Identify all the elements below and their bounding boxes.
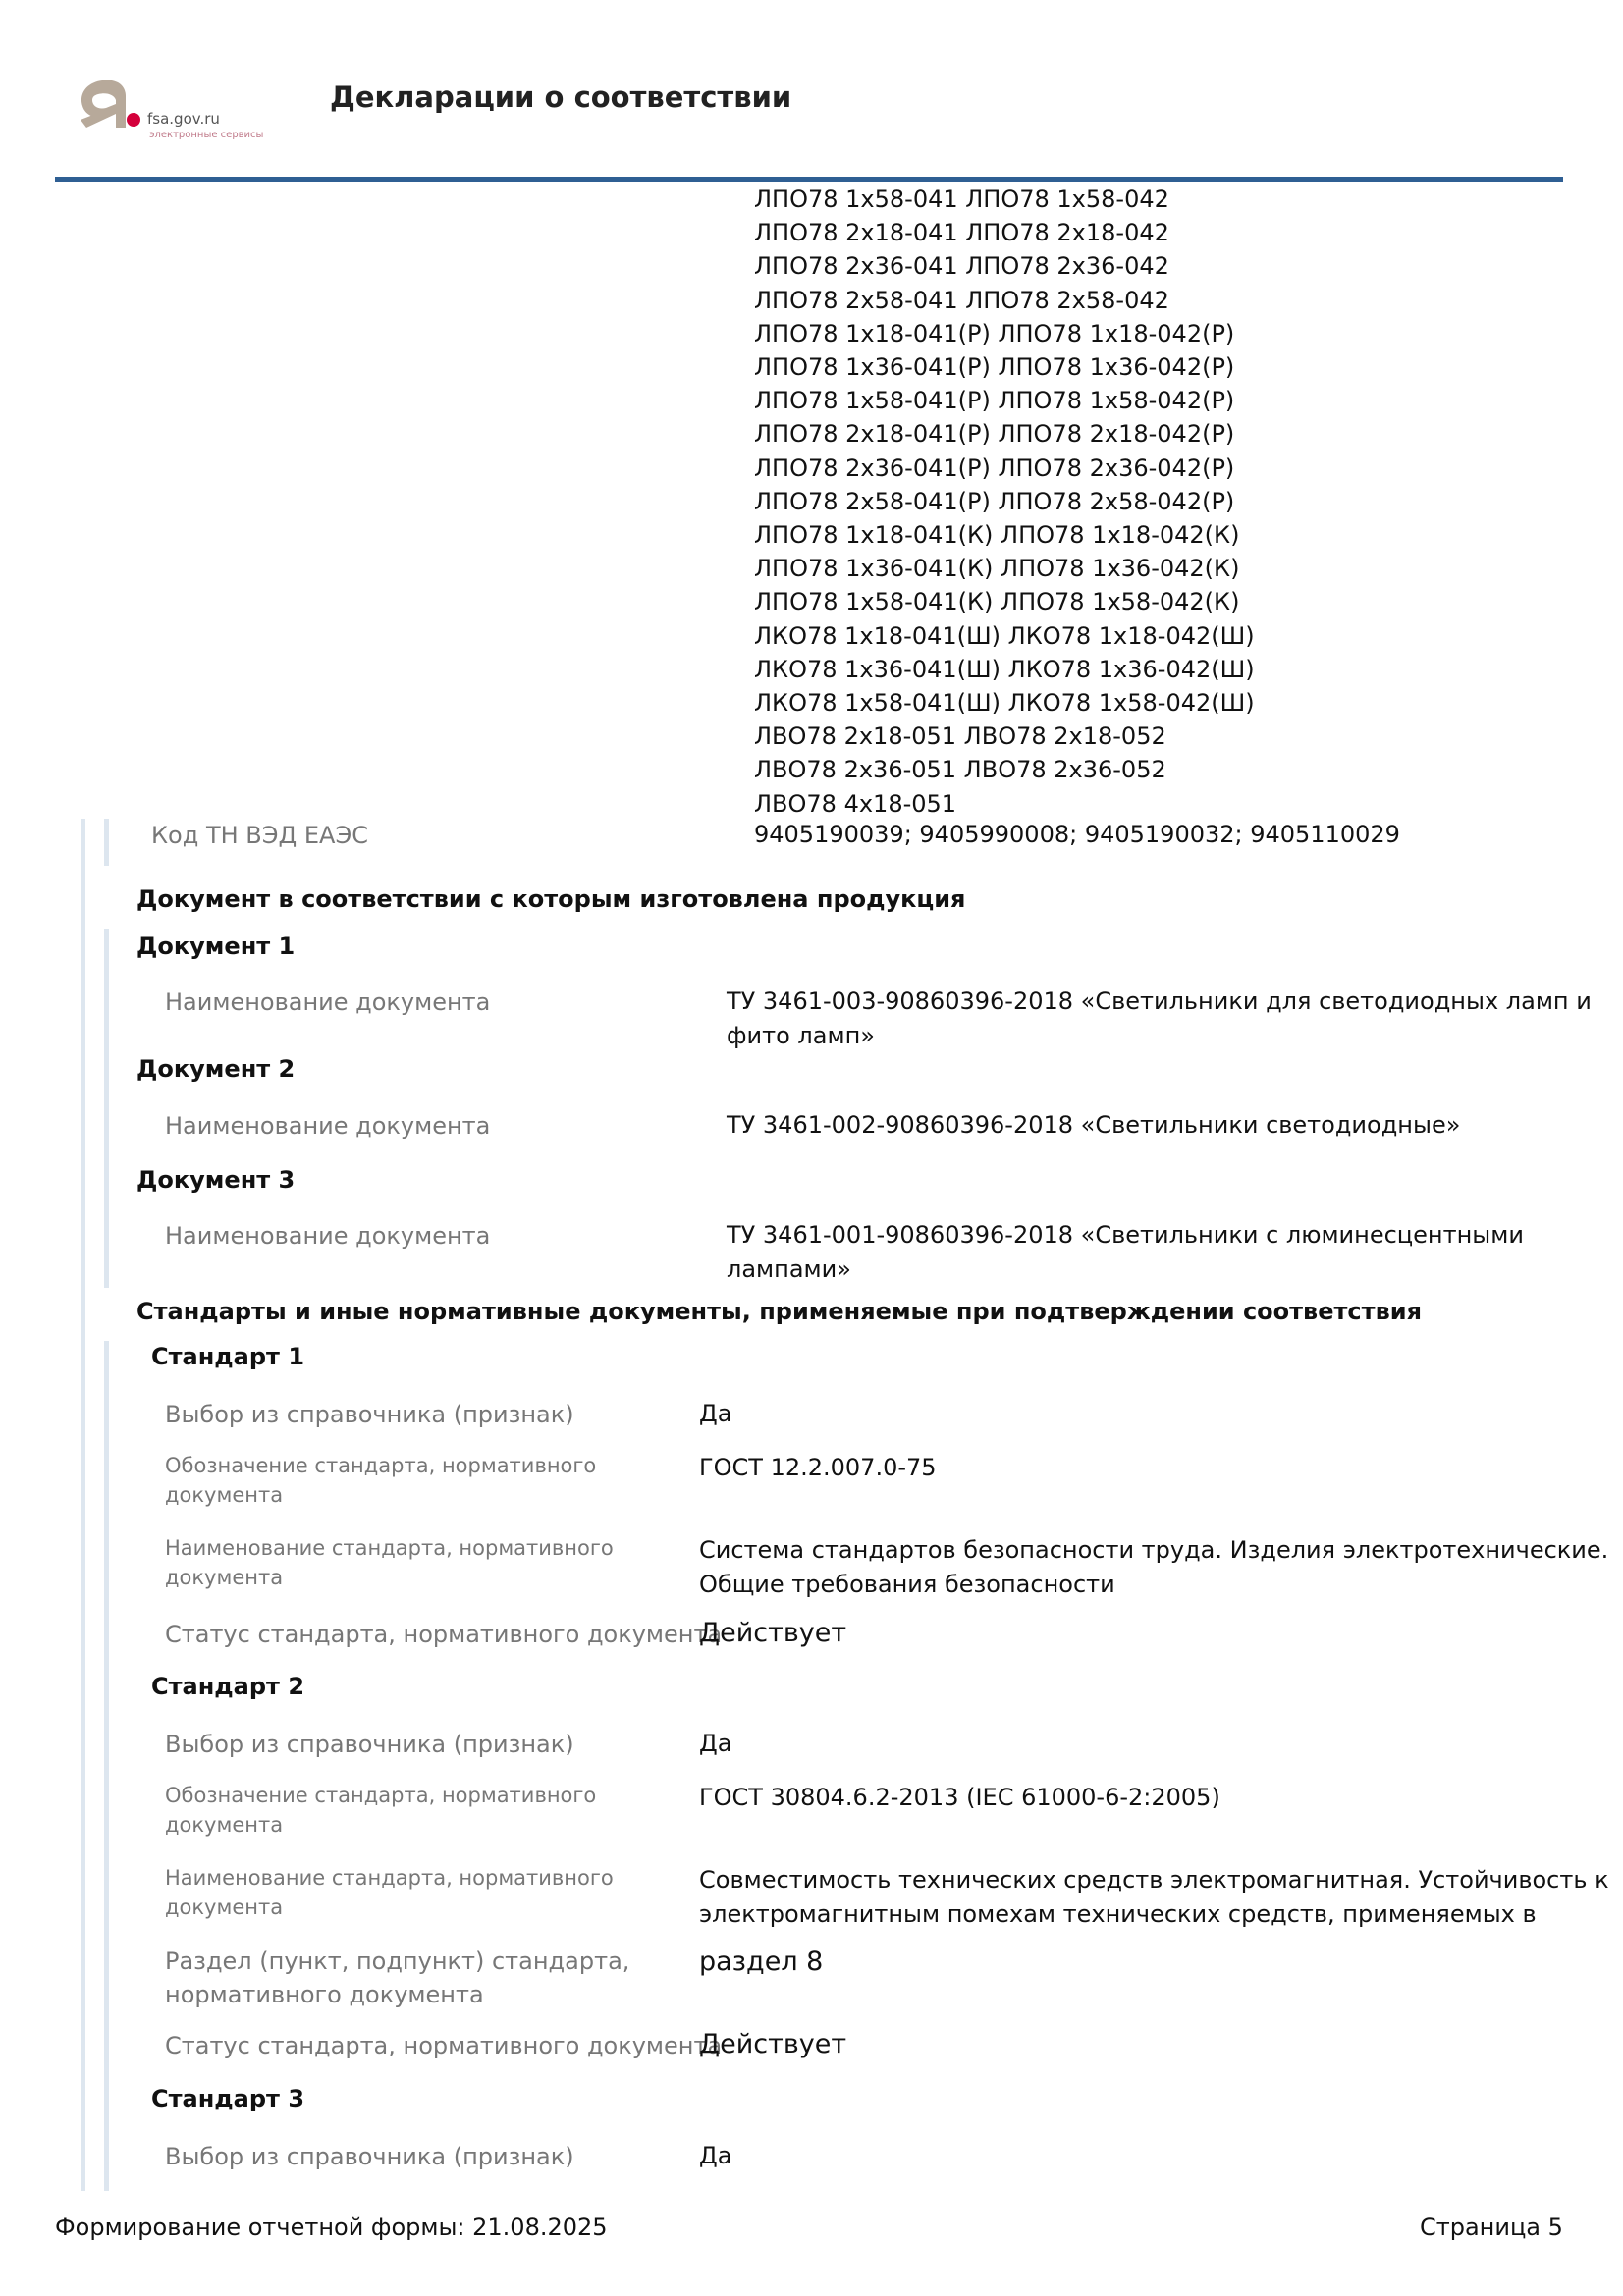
model-list [754,183,1255,821]
document-name-value-cont: фито ламп» [727,1022,875,1049]
section-label-cont: нормативного документа [165,1981,484,2008]
documents-indent-bar [104,929,109,1288]
document-name-label: Наименование документа [165,1112,491,1140]
standard-name-value-cont: Общие требования безопасности [699,1571,1115,1598]
document-name-value: ТУ 3461-003-90860396-2018 «Светильники для светодиодных ламп и [727,988,1592,1015]
page-title: Декларации о соответствии [330,80,792,114]
model-line: ЛПО78 1х18-041(К) ЛПО78 1х18-042(К) [754,521,1240,550]
standards-indent-bar [104,1341,109,2191]
section-value: раздел 8 [699,1947,824,1977]
model-line: ЛПО78 1х58-041 ЛПО78 1х58-042 [754,186,1169,213]
model-line: ЛКО78 1х36-041(Ш) ЛКО78 1х36-042(Ш) [754,655,1255,683]
model-line: ЛПО78 2х58-041 ЛПО78 2х58-042 [754,286,1169,314]
choice-label: Выбор из справочника (признак) [165,2143,574,2170]
designation-label: Обозначение стандарта, нормативного [165,1454,597,1477]
standard-name-value-cont: электромагнитным помехам технических средств, применяемых в [699,1900,1537,1928]
model-line: ЛПО78 2х36-041(Р) ЛПО78 2х36-042(Р) [754,454,1235,482]
model-line: ЛКО78 1х18-041(Ш) ЛКО78 1х18-042(Ш) [754,621,1255,650]
model-line: ЛВО78 2х36-051 ЛВО78 2х36-052 [754,756,1166,784]
tnved-value: 9405190039; 9405990008; 9405190032; 9405110029 [754,821,1400,848]
page-number: Страница 5 [1420,2214,1563,2241]
document-title: Документ 3 [136,1166,296,1194]
standard-name-label: Наименование стандарта, нормативного [165,1536,614,1560]
documents-section-title: Документ в соответствии с которым изготовлена продукция [136,885,966,913]
tnved-label: Код ТН ВЭД ЕАЭС [151,822,368,849]
document-name-value: ТУ 3461-001-90860396-2018 «Светильники с люминесцентными [727,1221,1524,1249]
document-name-value: ТУ 3461-002-90860396-2018 «Светильники светодиодные» [727,1111,1461,1139]
model-line: ЛВО78 2х18-051 ЛВО78 2х18-052 [754,722,1166,751]
status-value: Действует [699,2029,847,2059]
model-line: ЛПО78 2х18-041 ЛПО78 2х18-042 [754,219,1169,247]
designation-label-cont: документа [165,1813,284,1837]
left-indent-bar [81,819,85,2191]
model-line: ЛПО78 1х58-041(К) ЛПО78 1х58-042(К) [754,588,1240,616]
choice-label: Выбор из справочника (признак) [165,1731,574,1758]
model-line: ЛПО78 2х18-041(Р) ЛПО78 2х18-042(Р) [754,420,1235,449]
model-line: ЛПО78 2х58-041(Р) ЛПО78 2х58-042(Р) [754,487,1235,515]
designation-label-cont: документа [165,1483,284,1507]
standard-name-label-cont: документа [165,1566,284,1589]
model-line: ЛПО78 1х36-041(Р) ЛПО78 1х36-042(Р) [754,353,1235,382]
document-title: Документ 2 [136,1055,296,1083]
designation-label: Обозначение стандарта, нормативного [165,1784,597,1807]
standard-title: Стандарт 3 [151,2085,305,2112]
document-name-label: Наименование документа [165,1222,491,1250]
model-line: ЛПО78 1х36-041(К) ЛПО78 1х36-042(К) [754,555,1240,583]
fsa-logo [77,73,273,151]
standard-title: Стандарт 2 [151,1673,305,1700]
standard-name-value: Совместимость технических средств электромагнитная. Устойчивость к [699,1866,1609,1894]
model-line: ЛПО78 1х58-041(Р) ЛПО78 1х58-042(Р) [754,387,1235,415]
status-value: Действует [699,1618,847,1648]
status-label: Статус стандарта, нормативного документа [165,2032,723,2059]
choice-value: Да [699,2142,732,2169]
choice-label: Выбор из справочника (признак) [165,1401,574,1428]
model-line: ЛПО78 2х36-041 ЛПО78 2х36-042 [754,252,1169,281]
logo-subtext: электронные сервисы [149,130,264,140]
standards-section-title: Стандарты и иные нормативные документы, применяемые при подтверждении соответствия [136,1298,1422,1325]
designation-value: ГОСТ 30804.6.2-2013 (IEC 61000-6-2:2005) [699,1784,1220,1811]
header-divider [55,177,1563,182]
model-line: ЛВО78 4х18-051 [754,789,957,818]
document-title: Документ 1 [136,933,296,960]
standard-title: Стандарт 1 [151,1343,305,1370]
standard-name-label-cont: документа [165,1896,284,1919]
section-label: Раздел (пункт, подпункт) стандарта, [165,1948,630,1975]
choice-value: Да [699,1400,732,1427]
choice-value: Да [699,1730,732,1757]
tnved-indent-bar [104,819,109,866]
designation-value: ГОСТ 12.2.007.0-75 [699,1454,937,1481]
document-name-value-cont: лампами» [727,1255,851,1283]
document-name-label: Наименование документа [165,988,491,1016]
status-label: Статус стандарта, нормативного документа [165,1621,723,1648]
model-line: ЛКО78 1х58-041(Ш) ЛКО78 1х58-042(Ш) [754,689,1255,718]
standard-name-value: Система стандартов безопасности труда. Изделия электротехнические. [699,1536,1609,1564]
report-generated-date: Формирование отчетной формы: 21.08.2025 [55,2214,608,2241]
model-line: ЛПО78 1х18-041(Р) ЛПО78 1х18-042(Р) [754,319,1235,347]
logo-text: fsa.gov.ru [147,110,220,128]
standard-name-label: Наименование стандарта, нормативного [165,1866,614,1890]
